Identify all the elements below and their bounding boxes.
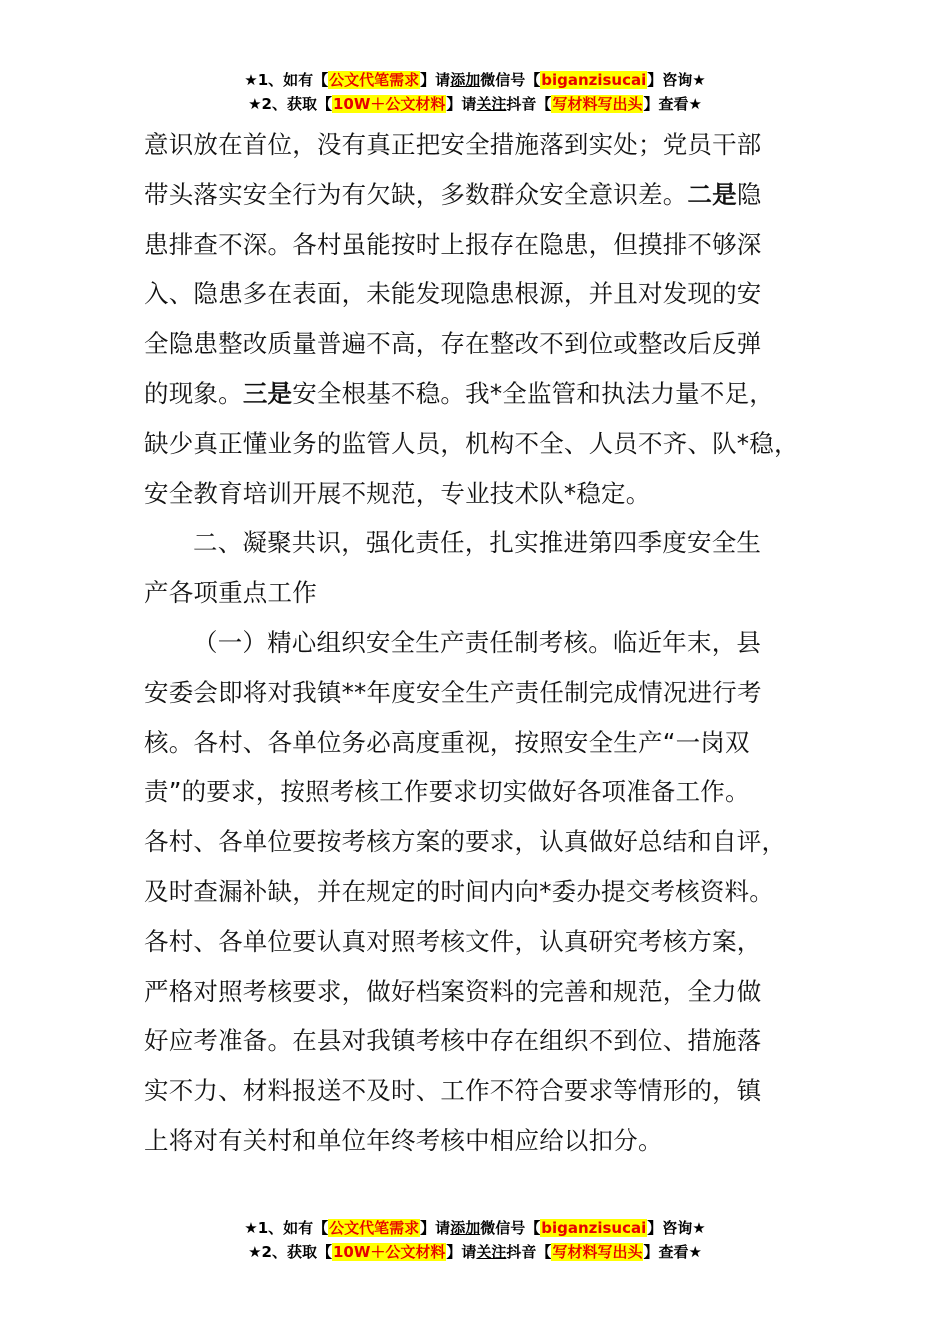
footer-banner <box>0 1216 950 1264</box>
banner-text: 】请 <box>420 1219 451 1237</box>
banner-highlight: 写材料写出头 <box>552 1243 643 1261</box>
banner-underline: 添加 <box>450 71 481 89</box>
banner-text: 微信号【 <box>480 1219 541 1237</box>
body-line: 严格对照考核要求，做好档案资料的完善和规范，全力做 <box>144 976 762 1006</box>
body-text: 的现象。 <box>144 378 243 408</box>
banner-text: ★1、如有【 <box>244 71 329 89</box>
body-line: 核。各村、各单位务必高度重视，按照安全生产“一岗双 <box>144 727 750 757</box>
banner-highlight: 10W＋公文材料 <box>332 95 446 113</box>
banner-highlight: 写材料写出头 <box>552 95 643 113</box>
body-line: 上将对有关村和单位年终考核中相应给以扣分。 <box>144 1125 663 1155</box>
banner-text: 】请 <box>446 1243 477 1261</box>
banner-underline: 关注 <box>476 1243 507 1261</box>
body-line: 好应考准备。在县对我镇考核中存在组织不到位、措施落 <box>144 1026 762 1056</box>
banner-underline: 添加 <box>450 1219 481 1237</box>
banner-text: 】咨询★ <box>647 1219 706 1237</box>
subsection-heading: （一）精心组织安全生产责任制考核。临近年末，县 <box>193 627 762 657</box>
body-line <box>144 170 834 220</box>
emphasis-label: 三是 <box>242 378 293 408</box>
body-line: 患排查不深。各村虽能按时上报存在隐患，但摸排不够深 <box>144 229 762 259</box>
body-line: 全隐患整改质量普遍不高，存在整改不到位或整改后反弹 <box>144 329 762 359</box>
banner-highlight: 公文代笔需求 <box>329 1219 420 1237</box>
banner-text: 抖音【 <box>506 1243 552 1261</box>
banner-text: 】咨询★ <box>647 71 706 89</box>
body-line: 缺少真正懂业务的监管人员，机构不全、人员不齐、队*稳， <box>144 428 799 458</box>
banner-text: ★2、获取【 <box>248 1243 332 1261</box>
body-text: 带头落实安全行为有欠缺，多数群众安全意识差。 <box>144 179 688 209</box>
body-line: 安全教育培训开展不规范，专业技术队*稳定。 <box>144 478 651 508</box>
body-line: 各村、各单位要按考核方案的要求，认真做好总结和自评， <box>144 827 787 857</box>
banner-line-1 <box>0 1216 950 1240</box>
banner-text: 】查看★ <box>643 1243 702 1261</box>
banner-text: ★1、如有【 <box>244 1219 329 1237</box>
banner-highlight: 10W＋公文材料 <box>332 1243 446 1261</box>
banner-underline: 关注 <box>476 95 507 113</box>
banner-text: 】请 <box>446 95 477 113</box>
banner-text: ★2、获取【 <box>248 95 332 113</box>
banner-text: 】请 <box>420 71 451 89</box>
header-banner <box>0 68 950 116</box>
banner-highlight: 公文代笔需求 <box>329 71 420 89</box>
emphasis-label: 二是 <box>687 179 737 209</box>
body-text: 隐 <box>736 179 762 209</box>
banner-line-1 <box>0 68 950 92</box>
banner-text: 微信号【 <box>480 71 541 89</box>
body-line: 责”的要求，按照考核工作要求切实做好各项准备工作。 <box>144 777 750 807</box>
body-line: 入、隐患多在表面，未能发现隐患根源，并且对发现的安 <box>144 279 762 309</box>
body-text: 安全根基不稳。我*全监管和执法力量不足， <box>292 378 774 408</box>
section-heading-cont: 产各项重点工作 <box>144 578 317 608</box>
body-line: 实不力、材料报送不及时、工作不符合要求等情形的，镇 <box>144 1076 762 1106</box>
document-body <box>144 120 834 1166</box>
banner-text: 】查看★ <box>643 95 702 113</box>
body-line: 意识放在首位，没有真正把安全措施落到实处；党员干部 <box>144 130 762 159</box>
section-heading: 二、凝聚共识，强化责任，扎实推进第四季度安全生 <box>193 528 762 558</box>
banner-line-2 <box>0 92 950 116</box>
banner-text: 抖音【 <box>506 95 552 113</box>
banner-highlight: biganzisucai <box>541 71 647 89</box>
body-line <box>144 369 834 419</box>
body-line: 及时查漏补缺，并在规定的时间内向*委办提交考核资料。 <box>144 876 774 906</box>
banner-line-2 <box>0 1240 950 1264</box>
banner-highlight: biganzisucai <box>541 1219 647 1237</box>
body-line: 各村、各单位要认真对照考核文件，认真研究考核方案， <box>144 926 762 956</box>
body-line: 安委会即将对我镇**年度安全生产责任制完成情况进行考 <box>144 677 762 707</box>
